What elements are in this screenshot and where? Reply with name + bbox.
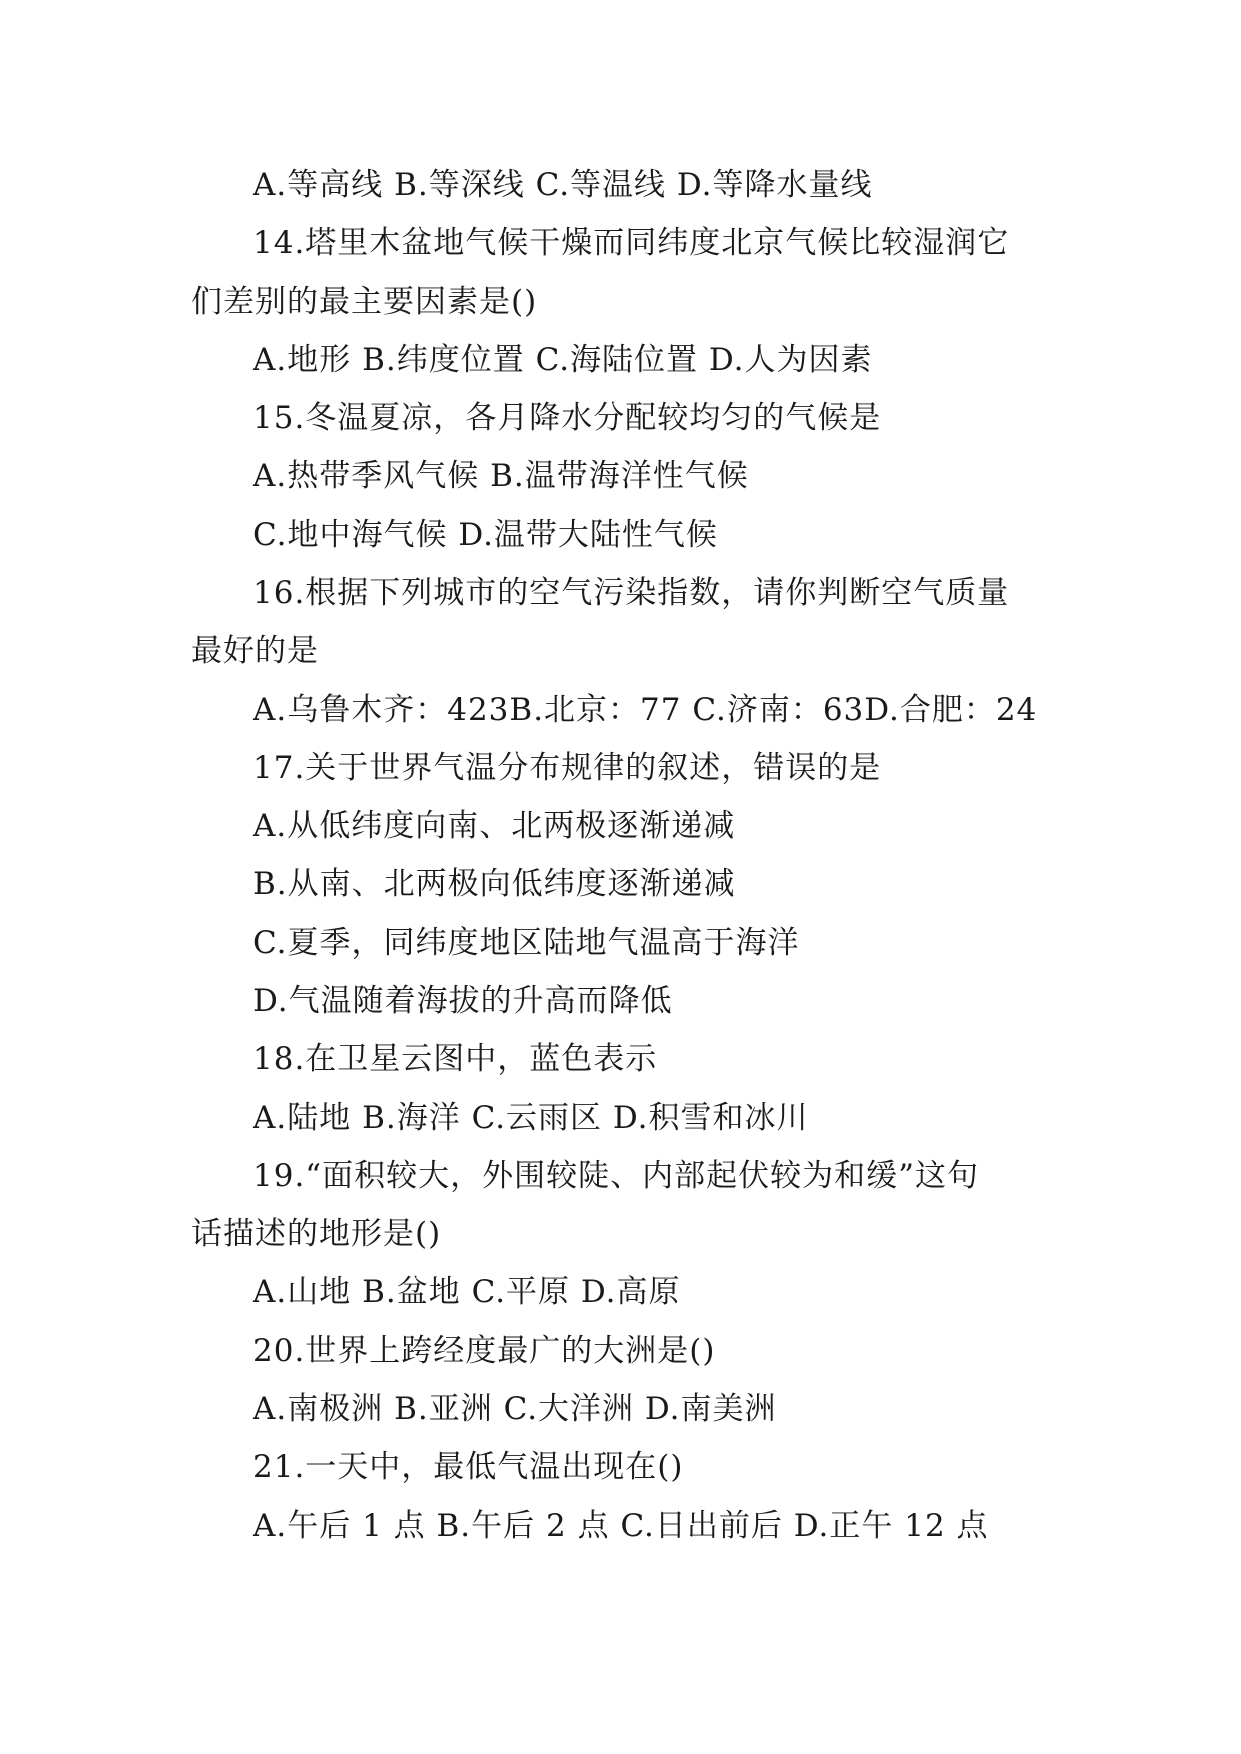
q17-option-a: A.从低纬度向南、北两极逐渐递减 [253,808,736,844]
q21-question: 21.一天中，最低气温出现在() [253,1449,684,1485]
q14-question: 14.塔里木盆地气候干燥而同纬度北京气候比较湿润它 [253,225,1010,261]
q19-question: 19.“面积较大，外围较陡、内部起伏较为和缓”这句 [253,1158,979,1194]
q16-question-cont: 最好的是 [191,633,319,669]
q19-options: A.山地 B.盆地 C.平原 D.高原 [253,1274,681,1310]
q16-options: A.乌鲁木齐：423B.北京：77 C.济南：63D.合肥：24 [253,692,1038,728]
q15-options-ab: A.热带季风气候 B.温带海洋性气候 [253,458,749,494]
q17-question: 17.关于世界气温分布规律的叙述，错误的是 [253,750,882,786]
q18-question: 18.在卫星云图中，蓝色表示 [253,1041,658,1077]
q17-option-b: B.从南、北两极向低纬度逐渐递减 [253,866,736,902]
q17-option-c: C.夏季，同纬度地区陆地气温高于海洋 [253,925,800,961]
q20-options: A.南极洲 B.亚洲 C.大洋洲 D.南美洲 [253,1391,777,1427]
q18-options: A.陆地 B.海洋 C.云雨区 D.积雪和冰川 [253,1100,809,1136]
q15-question: 15.冬温夏凉，各月降水分配较均匀的气候是 [253,400,882,436]
q19-question-cont: 话描述的地形是() [191,1216,442,1252]
q14-question-cont: 们差别的最主要因素是() [191,284,538,320]
q15-options-cd: C.地中海气候 D.温带大陆性气候 [253,517,718,553]
q20-question: 20.世界上跨经度最广的大洲是() [253,1333,716,1369]
q14-options: A.地形 B.纬度位置 C.海陆位置 D.人为因素 [253,342,873,378]
q13-options: A.等高线 B.等深线 C.等温线 D.等降水量线 [253,167,873,203]
q16-question: 16.根据下列城市的空气污染指数，请你判断空气质量 [253,575,1010,611]
q21-options: A.午后 1 点 B.午后 2 点 C.日出前后 D.正午 12 点 [253,1508,989,1544]
q17-option-d: D.气温随着海拔的升高而降低 [253,983,673,1019]
